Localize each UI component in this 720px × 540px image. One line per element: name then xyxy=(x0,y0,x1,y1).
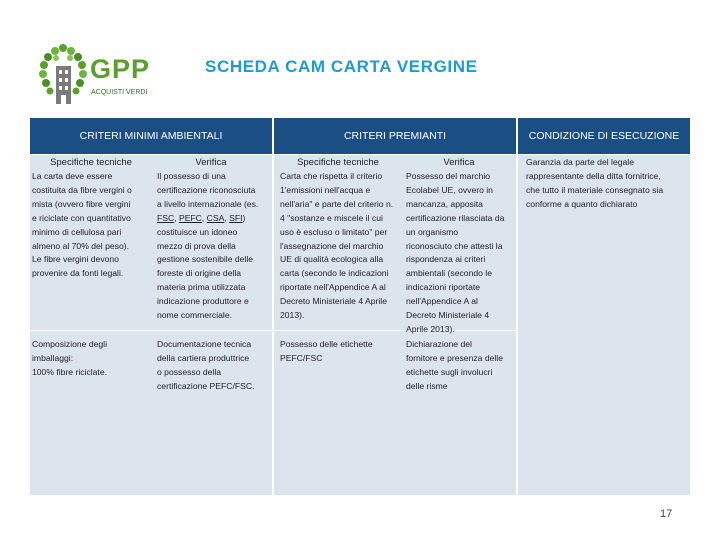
header-condizione-esecuzione: CONDIZIONE DI ESECUZIONE xyxy=(518,118,690,154)
minimi-specifica-carta: La carta deve essere costituita da fibre vergini o mista (ovvero fibre vergini e riciclate con quantitativo minimo di cellulosa pari almeno al 70% del peso). Le fibre vergini devono provenire da fonti legali. xyxy=(32,171,132,279)
esecuzione-garanzia: Garanzia da parte del legale rappresentante della ditta fornitrice, che tutto il materiale consegnato sia conforme a quanto dichiarato xyxy=(526,157,664,209)
premianti-specifica-ecolabel: Carta che rispetta il criterio 1'emissioni nell'acqua e nell'aria" e parte del criterio n. 4 "sostanze e miscele il cui uso è escluso o limitato" per l'assegnazione del marchio UE di qualità ecologica alla carta (secondo le indicazioni riportate nell'Appendice A al Decreto Ministeriale 4 Aprile 2013). xyxy=(280,171,394,321)
subheader-verifica: Verifica xyxy=(443,157,475,168)
subheader-specifiche-tecniche: Specifiche tecniche xyxy=(50,157,132,168)
minimi-verifica-imballaggi: Documentazione tecnica della cartiera produttrice o possesso della certificazione PEFC/FSC. xyxy=(157,339,255,391)
premianti-verifica-ecolabel: Possesso del marchio Ecolabel UE, ovvero in mancanza, apposita certificazione rilasciata da un organismo riconosciuto che attesti la rispondenza ai criteri ambientali (secondo le indicazioni riportate nell'Appendice A al Decreto Ministeriale 4 Aprile 2013). xyxy=(406,171,505,334)
cert-link-sfi[interactable]: SFI xyxy=(229,212,243,223)
minimi-verifica-certificazione: Il possesso di una certificazione riconosciuta a livello internazionale (es. FSC, PEFC, CSA, SFI) costituisce un idoneo mezzo di prova della gestione sostenibile delle foreste di origine della materia prima utilizzata indicazione produttore e nome commerciale. xyxy=(157,171,259,321)
minimi-specifica-imballaggi: Composizione degli imballaggi: 100% fibre riciclate. xyxy=(32,339,107,377)
subheader-specifiche-tecniche: Specifiche tecniche xyxy=(297,157,379,168)
minimi-verifica-rest: costituisce un idoneo mezzo di prova della gestione sostenibile delle foreste di origine della materia prima utilizzata indicazione produttore e nome commerciale. xyxy=(157,226,254,321)
premianti-specifica-etichette: Possesso delle etichette PEFC/FSC xyxy=(280,339,373,363)
cert-link-csa[interactable]: CSA xyxy=(206,212,225,223)
premianti-verifica-etichette: Dichiarazione del fornitore e presenza delle etichette sugli involucri delle risme xyxy=(406,339,503,391)
page-number: 17 xyxy=(660,508,673,520)
minimi-verifica-intro: Il possesso di una certificazione riconosciuta a livello internazionale (es. xyxy=(157,171,259,209)
header-criteri-minimi: CRITERI MINIMI AMBIENTALI xyxy=(30,118,272,154)
tree-building-icon xyxy=(36,40,90,106)
cert-link-fsc[interactable]: FSC xyxy=(157,212,175,223)
header-criteri-premianti: CRITERI PREMIANTI xyxy=(274,118,516,154)
subheader-verifica: Verifica xyxy=(195,157,227,168)
row-divider xyxy=(30,330,272,331)
logo-brand: GPP xyxy=(90,54,151,84)
page-title: SCHEDA CAM CARTA VERGINE xyxy=(205,57,478,76)
cert-link-pefc[interactable]: PEFC xyxy=(178,212,202,223)
gpp-logo xyxy=(36,40,166,106)
logo-subtitle: ACQUISTI VERDI xyxy=(91,89,148,96)
